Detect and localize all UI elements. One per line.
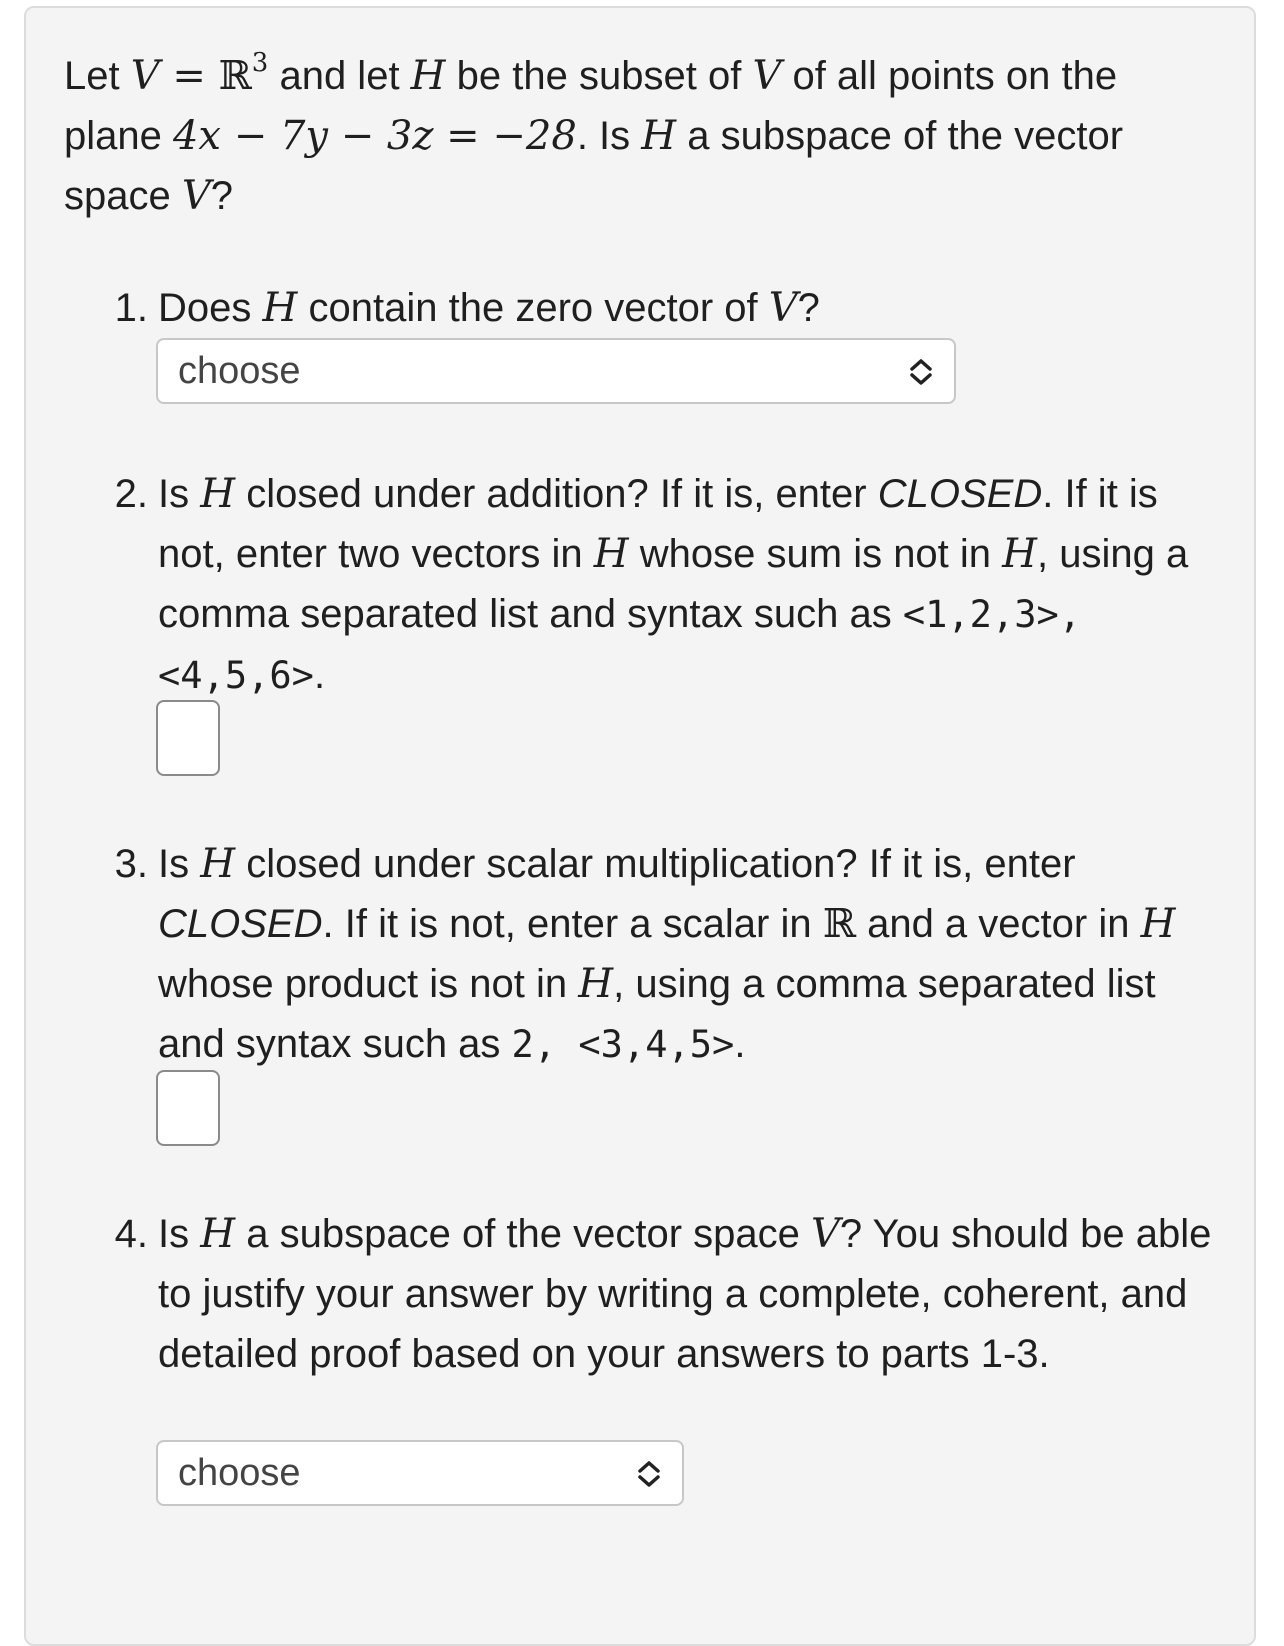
math-V: V [181, 173, 211, 219]
problem-statement: Let V = ℝ$^3$ and let H be the subset of V of all points on the plane 4x − 7y − 3z = −28. Is H a subspace of the vector space V? [64, 47, 1124, 219]
question-1 [98, 278, 1218, 338]
syntax-example: <1,2,3>, <4,5,6> [158, 593, 1082, 697]
up-down-chevron-icon [632, 1456, 666, 1492]
q4-answer-select[interactable] [156, 1440, 684, 1506]
question-number: 2. [114, 472, 148, 516]
question-3-text: Is H closed under scalar multiplication? If it is, enter CLOSED. If it is not, enter a scalar in ℝ and a vector in H whose product is not in H, using a comma separated list and syntax such as 2, <3,4,5>. [158, 841, 1176, 1066]
math-V: V [130, 53, 160, 99]
question-1-text: Does H contain the zero vector of V? [158, 285, 820, 331]
question-3 [98, 834, 1218, 1075]
q2-answer-input[interactable] [156, 700, 220, 776]
question-4 [98, 1204, 1218, 1384]
syntax-example: 2, <3,4,5> [511, 1023, 735, 1066]
select-value: choose [178, 349, 301, 392]
math-V: V [752, 53, 782, 99]
question-number: 4. [114, 1212, 148, 1256]
q1-answer-select[interactable] [156, 338, 956, 404]
plane-equation: 4x − 7y − 3z = −28 [172, 113, 577, 159]
question-2 [98, 464, 1218, 706]
select-value: choose [178, 1451, 301, 1494]
question-number: 3. [114, 842, 148, 886]
q3-answer-input[interactable] [156, 1070, 220, 1146]
up-down-chevron-icon [904, 354, 938, 390]
math-H: H [410, 53, 446, 99]
problem-card [24, 6, 1256, 1646]
question-4-text: Is H a subspace of the vector space V? You should be able to justify your answer by writing a complete, coherent, and detailed proof based on your answers to parts 1-3. [158, 1211, 1212, 1376]
question-number: 1. [114, 286, 148, 330]
math-H: H [641, 113, 677, 159]
question-2-text: Is H closed under addition? If it is, enter CLOSED. If it is not, enter two vectors in H whose sum is not in H, using a comma separated list and syntax such as <1,2,3>, <4,5,6>. [158, 471, 1189, 697]
